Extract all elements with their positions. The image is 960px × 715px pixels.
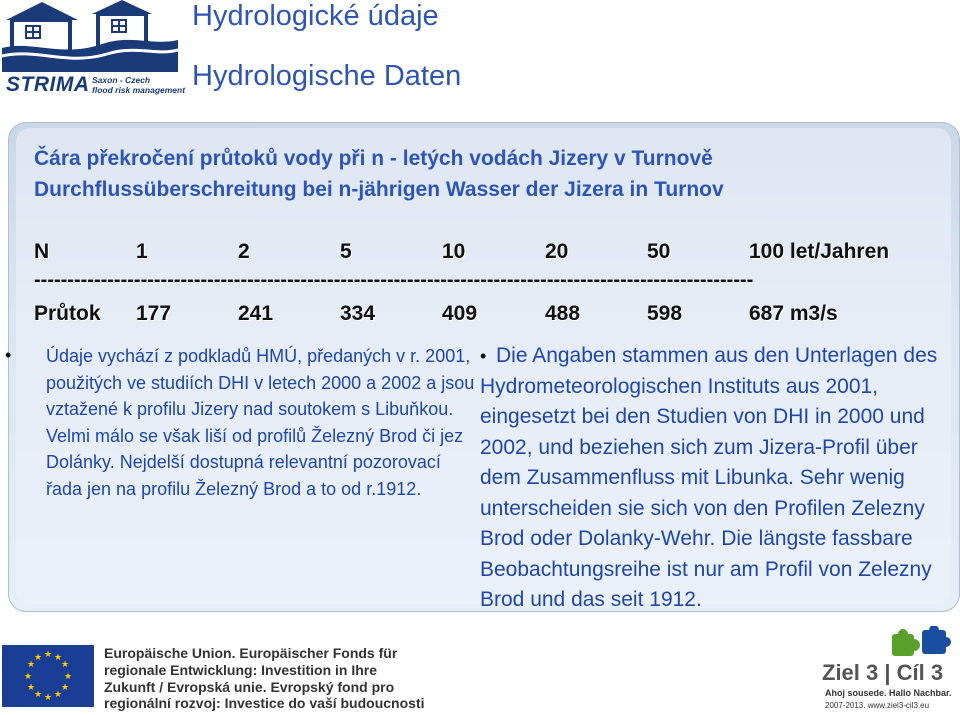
eu-funding-line: regionální rozvoj: Investice do vaší budoucnosti: [104, 695, 425, 712]
eu-funding-line: Europäische Union. Europäischer Fonds für: [104, 645, 398, 661]
bullet-icon: •: [480, 346, 487, 366]
strima-logo-subtitle-line: flood risk management: [92, 85, 186, 95]
strima-logo-subtitle-line: Saxon - Czech: [92, 75, 151, 85]
page-title-de: Hydrologische Daten: [192, 60, 462, 92]
svg-text:★: ★: [60, 660, 70, 670]
svg-text:★: ★: [43, 693, 53, 703]
table-cell: Průtok: [34, 302, 101, 325]
ziel3-cil3-logo: Ziel 3 | Cíl 3: [822, 660, 944, 685]
table-header-cell: 10: [442, 240, 466, 263]
table-header-row: [34, 240, 934, 268]
svg-text:★: ★: [33, 690, 43, 700]
paragraph-cz: Údaje vychází z podkladů HMÚ, předaných v r. 2001, použitých ve studiích DHI v letech 2000 a 2002 a jsou vztažené k profilu Jizery nad soutokem s Libuňkou. Velmi málo se však liší od profilů Železný Brod či jez Dolánky. Nejdelší dostupná relevantní pozorovací řada jen na profilu Železný Brod a to od r.1912.: [46, 346, 475, 499]
table-header-cell: 1: [136, 240, 148, 263]
ziel3-tagline: Ahoj sousede. Hallo Nachbar.: [825, 688, 952, 698]
eu-stars-graphic: [2, 645, 94, 707]
eu-funding-text: [104, 645, 425, 712]
page-title-cz: Hydrologické údaje: [192, 0, 439, 32]
svg-text:★: ★: [60, 683, 70, 693]
table-header-cell: 100 let/Jahren: [749, 240, 890, 263]
table-header-cell: N: [34, 240, 50, 263]
puzzle-graphic: [890, 626, 952, 662]
subtitle-cz: Čára překročení průtoků vody při n - letých vodách Jizery v Turnově: [34, 147, 713, 170]
subtitle-de: Durchflussüberschreitung bei n-jährigen Wasser der Jizera in Turnov: [34, 178, 724, 201]
table-header-cell: 50: [647, 240, 671, 263]
table-cell: 598: [647, 302, 683, 325]
ziel3-url: 2007-2013. www.ziel3-cil3.eu: [825, 701, 930, 710]
svg-text:★: ★: [26, 660, 36, 670]
svg-text:★: ★: [26, 683, 36, 693]
table-header-cell: 5: [340, 240, 352, 263]
svg-text:★: ★: [33, 653, 43, 663]
table-cell: 488: [545, 302, 581, 325]
table-header-cell: 20: [545, 240, 569, 263]
table-cell: 409: [442, 302, 478, 325]
table-header-cell: 2: [238, 240, 250, 263]
bullet-icon: •: [5, 345, 12, 365]
svg-text:★: ★: [63, 672, 73, 682]
table-cell: 687 m3/s: [749, 302, 838, 325]
table-separator: ------------------------------------------------------------------------------------------------------------: [34, 269, 754, 291]
table-cell: 334: [340, 302, 376, 325]
eu-funding-line: Zukunft / Evropská unie. Evropský fond pro: [104, 678, 395, 695]
strima-logo-text: STRIMA: [6, 73, 90, 96]
table-cell: 177: [136, 302, 172, 325]
svg-text:★: ★: [53, 653, 63, 663]
eu-funding-line: regionale Entwicklung: Investition in Ihre: [104, 661, 378, 678]
svg-text:★: ★: [43, 650, 53, 660]
table-cell: 241: [238, 302, 274, 325]
strima-logo-subtitle: [92, 75, 185, 95]
svg-text:★: ★: [53, 690, 63, 700]
table-data-row: [34, 302, 934, 330]
eu-flag-icon: [2, 645, 94, 707]
svg-text:★: ★: [23, 672, 33, 682]
paragraph-de: Die Angaben stammen aus den Unterlagen des Hydrometeorologischen Instituts aus 2001, eingesetzt bei den Studien von DHI in 2000 und 2002, und beziehen sich zum Jizera-Profil über dem Zusammenfluss mit Libunka. Sehr wenig unterscheiden sie sich von den Profilen Zelezny Brod oder Dolanky-Wehr. Die längste fassbare Beobachtungsreihe ist nur am Profil von Zelezny Brod und das seit 1912.: [480, 344, 938, 611]
puzzle-icon: [890, 626, 952, 662]
